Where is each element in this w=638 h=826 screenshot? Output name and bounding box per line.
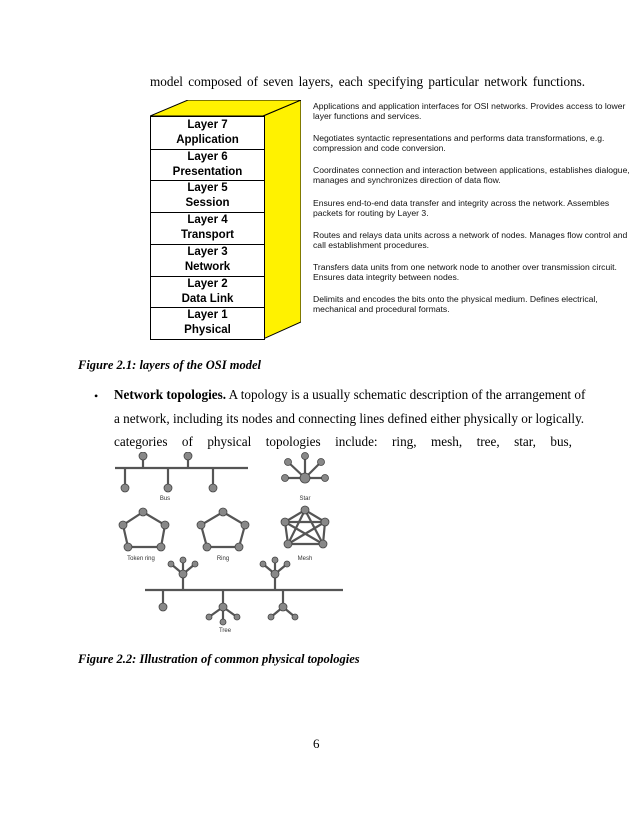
osi-stack-top-face — [150, 100, 301, 117]
label-star: Star — [299, 496, 311, 502]
line3-word: bus, — [550, 434, 572, 449]
osi-layer-divider — [151, 149, 264, 150]
osi-layer-description: Ensures end-to-end data transfer and integrity across the network. Assembles packets for routing by Layer 3. — [313, 197, 610, 218]
bullet-term: Network topologies. — [114, 387, 227, 402]
label-bus: Bus — [159, 496, 171, 502]
line3-word: include: — [335, 434, 378, 449]
topology-diagram — [103, 452, 383, 644]
bullet-dot: • — [94, 389, 99, 403]
label-token-ring: Token ring — [127, 556, 155, 562]
osi-layer-divider — [151, 307, 264, 308]
osi-layer-divider — [151, 180, 264, 181]
osi-layer-description: Transfers data units from one network node to another over transmission circuit. Ensures data integrity between nodes. — [313, 262, 617, 282]
osi-layer-number: Layer 7 — [187, 119, 228, 131]
osi-layer-name: Session — [185, 197, 230, 210]
osi-layer-description: Coordinates connection and interaction between applications, establishes dialogue, manages and synchronizes direction of data flow. — [313, 165, 630, 186]
line3-word: tree, — [476, 434, 500, 449]
osi-layer-number: Layer 5 — [187, 182, 228, 195]
osi-layer-divider — [151, 212, 264, 213]
line3-word: of — [181, 434, 193, 449]
bullet-line-2: a network, including its nodes and connecting lines defined either physically or logically. — [114, 411, 585, 426]
osi-layer-number: Layer 2 — [187, 277, 228, 290]
osi-stack-front — [150, 116, 265, 340]
osi-layer-number: Layer 3 — [187, 245, 228, 258]
osi-layer-name: Application — [176, 134, 239, 146]
osi-layer-number: Layer 6 — [187, 150, 228, 163]
label-ring: Ring — [216, 556, 230, 562]
line3-word: topologies — [265, 434, 321, 449]
label-tree: Tree — [218, 628, 232, 634]
osi-layer-name: Physical — [184, 324, 231, 337]
line3-word: physical — [207, 434, 252, 449]
figure-1-caption: Figure 2.1: layers of the OSI model — [78, 358, 261, 372]
osi-layer-divider — [151, 244, 264, 245]
page-number: 6 — [313, 736, 320, 751]
osi-layer-name: Data Link — [181, 292, 234, 305]
line3-word: ring, — [392, 434, 417, 449]
osi-layer-number: Layer 4 — [187, 214, 228, 227]
line3-word: star, — [514, 434, 536, 449]
line3-word: categories — [114, 434, 168, 449]
label-mesh: Mesh — [297, 556, 313, 562]
osi-layer-description: Applications and application interfaces for OSI networks. Provides access to lower layer functions and services. — [313, 101, 626, 121]
bullet-line-1-text: A topology is a usually schematic description of the arrangement of — [226, 387, 586, 402]
osi-layer-name: Transport — [180, 229, 235, 242]
osi-layer-description: Negotiates syntactic representations and performs data transformations, e.g. compression and code conversion. — [313, 133, 605, 154]
osi-layer-name: Presentation — [172, 165, 243, 178]
bullet-line-3 — [114, 434, 572, 450]
osi-layer-description: Delimits and encodes the bits onto the physical medium. Defines electrical, mechanical and procedural formats. — [313, 294, 598, 315]
line3-word: mesh, — [431, 434, 463, 449]
bullet-line-1 — [114, 387, 585, 403]
intro-text: model composed of seven layers, each specifying particular network functions. — [150, 74, 586, 89]
osi-layer-divider — [151, 276, 264, 277]
osi-layer-description: Routes and relays data units across a network of nodes. Manages flow control and call establishment procedures. — [313, 229, 628, 250]
osi-side-polygon — [263, 100, 301, 339]
osi-layer-name: Network — [184, 260, 231, 273]
osi-layer-number: Layer 1 — [187, 309, 228, 322]
osi-stack-side-face — [263, 100, 301, 339]
figure-2-caption: Figure 2.2: Illustration of common physical topologies — [78, 652, 360, 666]
